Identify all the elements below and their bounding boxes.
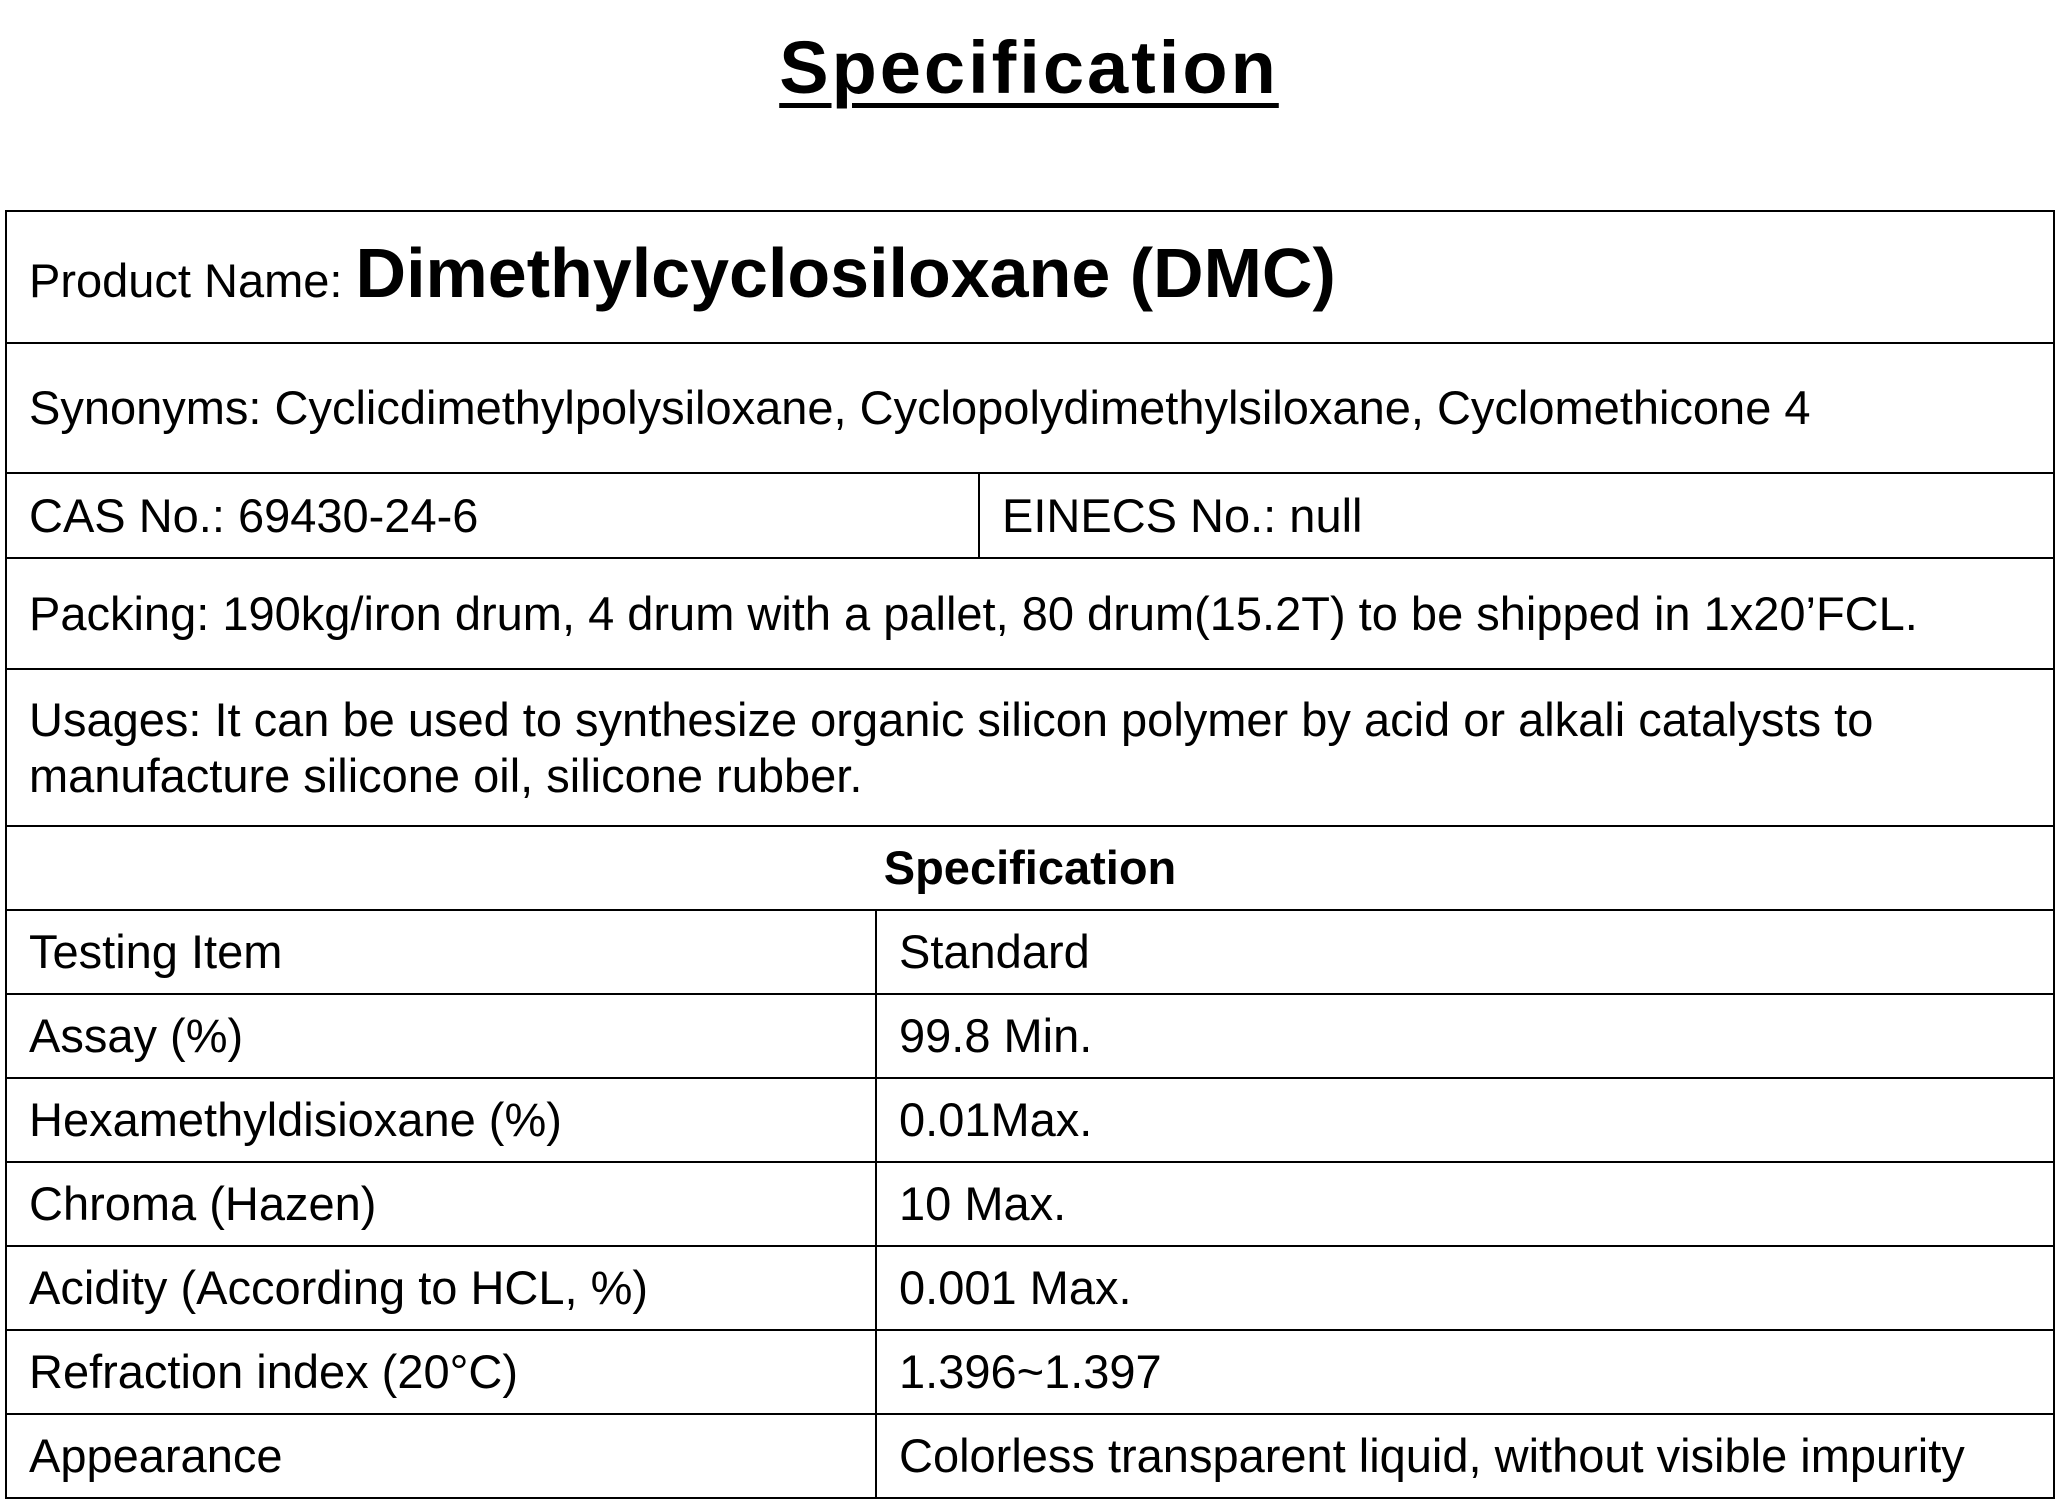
table-row: [6, 1414, 2054, 1498]
standard-cell: 0.001 Max.: [876, 1246, 2054, 1330]
usages-cell: Usages: It can be used to synthesize organic silicon polymer by acid or alkali catalysts to manufacture silicone oil, silicone rubber.: [6, 669, 2054, 826]
testing-item-cell: Refraction index (20°C): [6, 1330, 876, 1414]
product-name-value: Dimethylcyclosiloxane (DMC): [355, 234, 1336, 312]
identifiers-row: [6, 473, 2054, 558]
testing-item-cell: Chroma (Hazen): [6, 1162, 876, 1246]
testing-item-cell: Appearance: [6, 1414, 876, 1498]
product-name-row: [6, 211, 2054, 343]
table-row: [6, 1330, 2054, 1414]
einecs-number-cell: EINECS No.: null: [979, 473, 2054, 558]
testing-item-cell: Acidity (According to HCL, %): [6, 1246, 876, 1330]
packing-row: [6, 558, 2054, 669]
standard-cell: 1.396~1.397: [876, 1330, 2054, 1414]
synonyms-row: [6, 343, 2054, 473]
cas-number-cell: CAS No.: 69430-24-6: [6, 473, 979, 558]
specification-table: [5, 210, 2055, 1499]
standard-cell: 0.01Max.: [876, 1078, 2054, 1162]
packing-cell: Packing: 190kg/iron drum, 4 drum with a pallet, 80 drum(15.2T) to be shipped in 1x20’FCL.: [6, 558, 2054, 669]
testing-item-header: Testing Item: [6, 910, 876, 994]
table-header-row: [6, 910, 2054, 994]
synonyms-cell: Synonyms: Cyclicdimethylpolysiloxane, Cyclopolydimethylsiloxane, Cyclomethicone 4: [6, 343, 2054, 473]
testing-item-cell: Assay (%): [6, 994, 876, 1078]
standard-header: Standard: [876, 910, 2054, 994]
table-row: [6, 1246, 2054, 1330]
standard-cell: 10 Max.: [876, 1162, 2054, 1246]
product-name-label: Product Name:: [29, 254, 343, 307]
specification-heading: Specification: [6, 826, 2054, 910]
table-row: [6, 994, 2054, 1078]
product-name-cell: [6, 211, 2054, 343]
standard-cell: 99.8 Min.: [876, 994, 2054, 1078]
standard-cell: Colorless transparent liquid, without visible impurity: [876, 1414, 2054, 1498]
testing-item-cell: Hexamethyldisioxane (%): [6, 1078, 876, 1162]
table-row: [6, 1078, 2054, 1162]
specification-heading-row: [6, 826, 2054, 910]
table-row: [6, 1162, 2054, 1246]
page-title: Specification: [779, 26, 1279, 109]
usages-row: [6, 669, 2054, 826]
